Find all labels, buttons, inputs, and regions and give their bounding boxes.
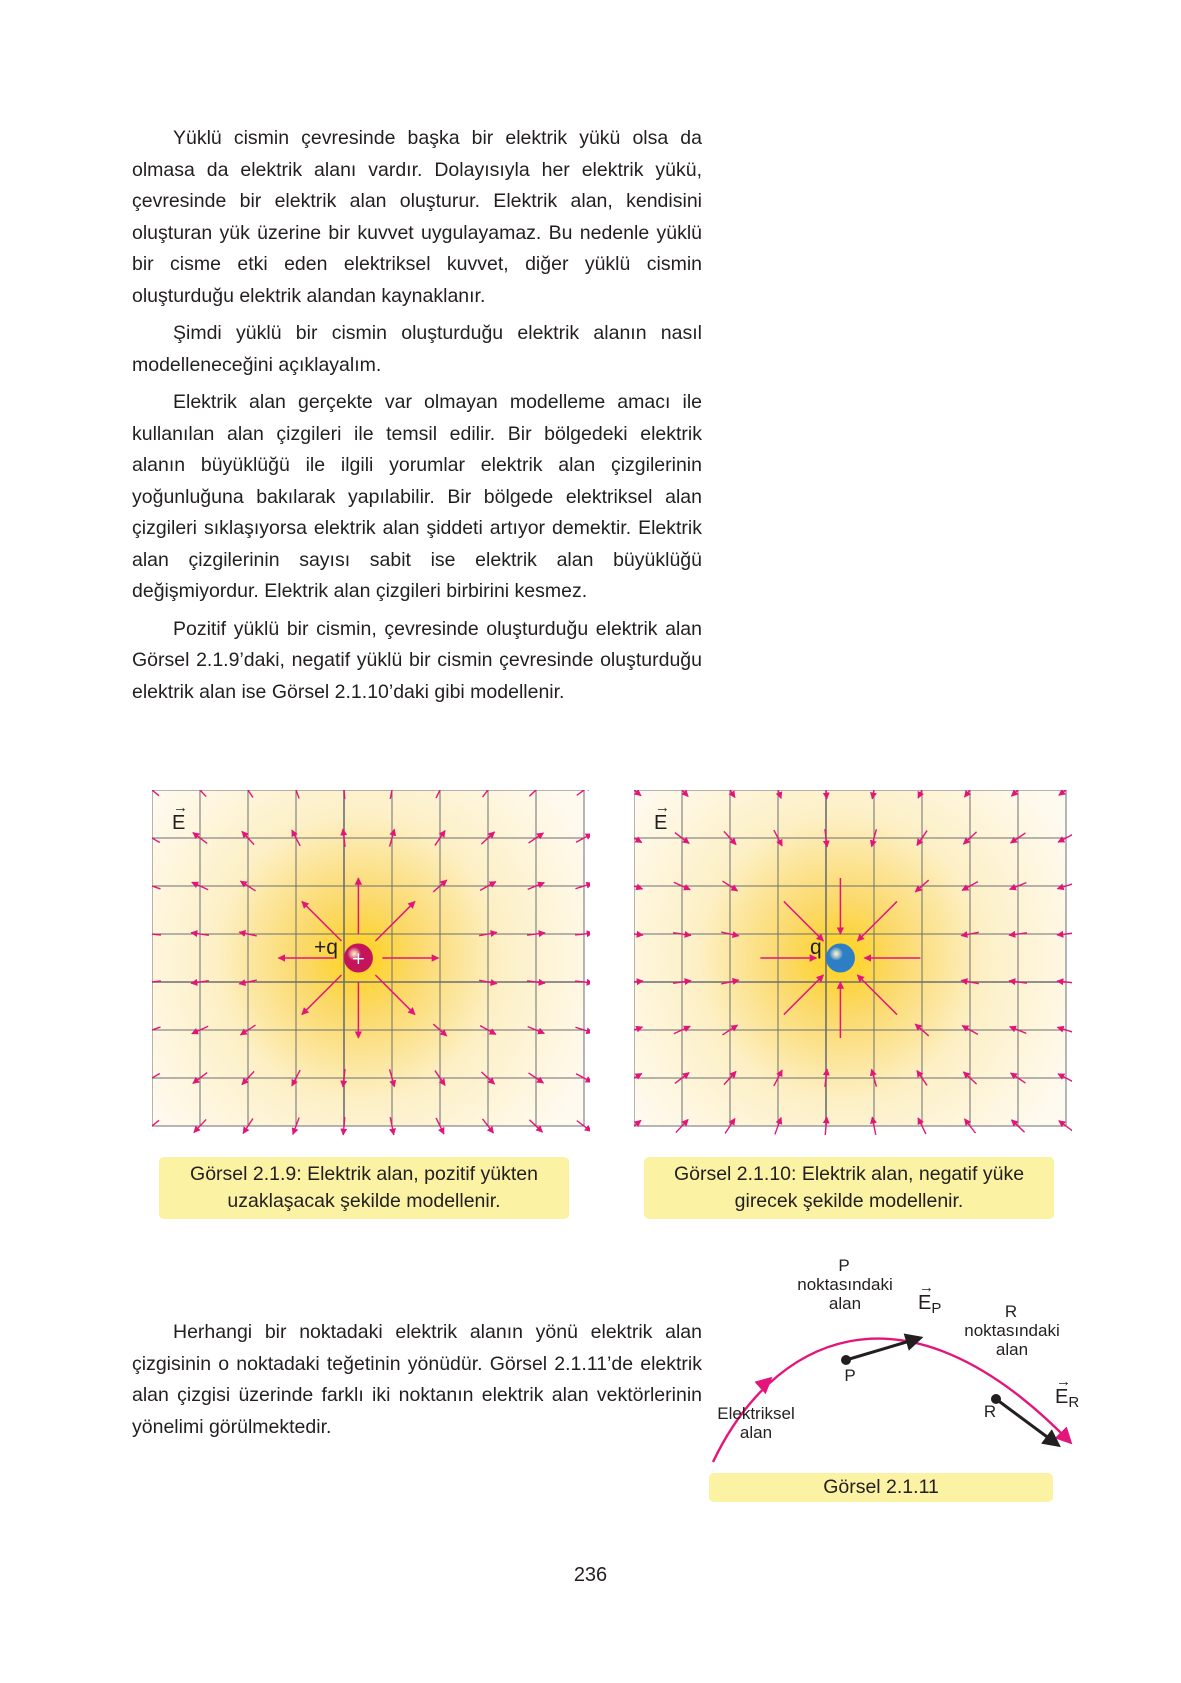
vector-subscript: R xyxy=(1068,1394,1080,1411)
tangent-text xyxy=(132,1317,702,1449)
vector-symbol: E xyxy=(918,1292,932,1314)
vector-ep-arrow xyxy=(846,1338,920,1360)
caption-figure-2-1-11: Görsel 2.1.11 xyxy=(709,1473,1053,1502)
charge-sign: + xyxy=(351,949,366,969)
vector-subscript: P xyxy=(931,1300,942,1317)
caption-figure-2-1-9: Görsel 2.1.9: Elektrik alan, pozitif yükten uzaklaşacak şekilde modellenir. xyxy=(159,1157,569,1219)
point-r-label: R xyxy=(983,1402,997,1421)
point-p-dot xyxy=(841,1355,851,1365)
field-vector-label: → E xyxy=(172,799,188,834)
intro-text xyxy=(132,123,702,714)
field-line-label-1: Elektriksel xyxy=(717,1404,795,1423)
field-line-label-2: alan xyxy=(739,1423,773,1442)
caption-figure-2-1-10: Görsel 2.1.10: Elektrik alan, negatif yüke girecek şekilde modellenir. xyxy=(644,1157,1054,1219)
vector-ep-label: → $E_P$ xyxy=(918,1279,942,1317)
point-p-title: P xyxy=(838,1256,850,1275)
paragraph: Herhangi bir noktadaki elektrik alanın yönü elektrik alan çizgisinin o noktadaki teğetinin yönüdür. Görsel 2.1.11’de elektrik alan çizgisi üzerinde farklı iki noktanın elektrik alan vektörlerinin yönelimi görülmektedir. xyxy=(132,1321,702,1438)
tangent-field-figure xyxy=(700,1256,1080,1467)
point-r-desc-2: alan xyxy=(995,1340,1029,1359)
point-p-desc-1: noktasındaki xyxy=(797,1275,893,1294)
paragraph: Yüklü cismin çevresinde başka bir elektrik yükü olsa da olmasa da elektrik alanı vardır. Dolayısıyla her elektrik yükü, çevresinde bir elektrik alan oluşturur. Elektrik alan, kendisini oluşturan yük üzerine bir kuvvet uygulayamaz. Bu nedenle yüklü bir cisme etki eden elektriksel kuvvet, diğer yüklü cismin oluşturduğu elektrik alandan kaynaklanır. xyxy=(132,127,702,307)
vector-er-label: → $E_R$ xyxy=(1055,1373,1080,1411)
field-symbol: E xyxy=(654,812,668,834)
paragraph: Pozitif yüklü bir cismin, çevresinde oluşturduğu elektrik alan Görsel 2.1.9’daki, negatif yüklü bir cismin çevresinde oluşturduğu elektrik alan ise Görsel 2.1.10’daki gibi modellenir. xyxy=(132,617,702,703)
point-r-desc-1: noktasındaki xyxy=(964,1321,1060,1340)
field-diagram-negative xyxy=(634,790,1072,1137)
charge-label: +q xyxy=(314,936,338,959)
charge-label: q xyxy=(810,936,822,959)
vector-symbol: E xyxy=(1055,1386,1069,1408)
field-vector-label: → E xyxy=(654,799,670,834)
paragraph: Şimdi yüklü bir cismin oluşturduğu elektrik alanın nasıl modelleneceğini açıklayalım. xyxy=(132,322,702,376)
paragraph: Elektrik alan gerçekte var olmayan modelleme amacı ile kullanılan alan çizgileri ile temsil edilir. Bir bölgedeki elektrik alanın büyüklüğü ile ilgili yorumlar elektrik alan çizgilerinin yoğunluğuna bakılarak yapılabilir. Bir bölgede elektriksel alan çizgileri sıklaşıyorsa elektrik alan şiddeti artıyor demektir. Elektrik alan çizgilerinin sayısı sabit ise elektrik alan büyüklüğü değişmiyordur. Elektrik alan çizgileri birbirini kesmez. xyxy=(132,391,702,602)
point-r-title: R xyxy=(1004,1302,1018,1321)
negative-charge xyxy=(826,944,854,972)
point-p-desc-2: alan xyxy=(828,1294,862,1313)
positive-charge-field-figure xyxy=(152,790,590,1137)
point-p-label: P xyxy=(844,1366,856,1385)
field-symbol: E xyxy=(172,812,186,834)
negative-charge-field-figure xyxy=(634,790,1072,1137)
page-number: 236 xyxy=(573,1564,608,1586)
field-diagram-positive xyxy=(152,790,590,1137)
